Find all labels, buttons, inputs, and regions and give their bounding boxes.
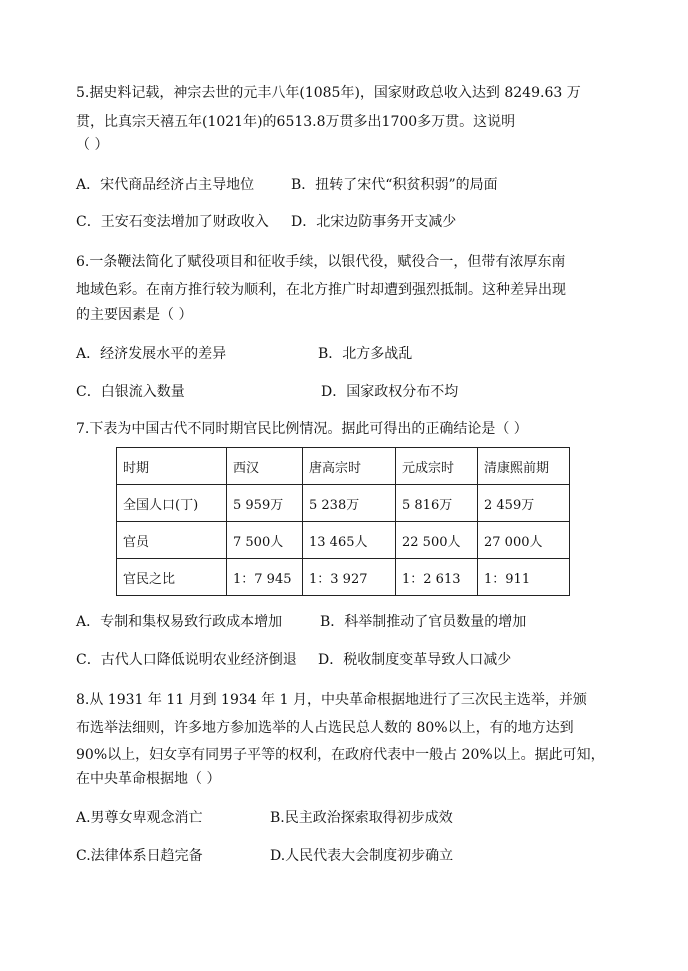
table-cell: 27 000人 xyxy=(478,522,570,559)
q5-option-b[interactable]: B．扭转了宋代“积贫积弱”的局面 xyxy=(291,177,498,193)
q7-option-b[interactable]: B．科举制推动了官员数量的增加 xyxy=(320,614,527,630)
table-cell: 1：3 927 xyxy=(303,559,396,596)
table-row xyxy=(117,485,570,522)
q7-stem-line-1: 7.下表为中国古代不同时期官民比例情况。据此可得出的正确结论是（ ） xyxy=(76,421,528,437)
q6-option-a[interactable]: A．经济发展水平的差异 xyxy=(76,346,227,362)
table-cell: 22 500人 xyxy=(396,522,478,559)
table-cell: 5 816万 xyxy=(396,485,478,522)
q7-option-d[interactable]: D．税收制度变革导致人口减少 xyxy=(318,652,512,668)
table-cell: 1：911 xyxy=(478,559,570,596)
table-cell: 2 459万 xyxy=(478,485,570,522)
q6-stem-line-1: 6.一条鞭法简化了赋役项目和征收手续，以银代役，赋役合一，但带有浓厚东南 xyxy=(76,254,566,270)
q5-stem-line-1: 5.据史料记载，神宗去世的元丰八年(1085年)，国家财政总收入达到 8249.63 万 xyxy=(76,85,581,101)
table-row xyxy=(117,448,570,485)
q5-option-c[interactable]: C．王安石变法增加了财政收入 xyxy=(76,214,269,230)
table-cell: 13 465人 xyxy=(303,522,396,559)
q5-stem-line-3: （ ） xyxy=(76,137,109,153)
table-cell: 7 500人 xyxy=(227,522,303,559)
q8-option-c[interactable]: C.法律体系日趋完备 xyxy=(76,848,203,864)
table-cell: 全国人口(丁) xyxy=(117,485,227,522)
table-cell: 5 959万 xyxy=(227,485,303,522)
table-row xyxy=(117,522,570,559)
q8-option-a[interactable]: A.男尊女卑观念消亡 xyxy=(76,810,203,826)
q8-stem-line-1: 8.从 1931 年 11 月到 1934 年 1 月，中央革命根据地进行了三次民主选举，并颁 xyxy=(76,692,587,708)
table-header-cell: 清康熙前期 xyxy=(478,448,570,485)
table-header-cell: 时期 xyxy=(117,448,227,485)
q8-stem-line-3: 90%以上，妇女享有同男子平等的权利，在政府代表中一般占 20%以上。据此可知， xyxy=(76,747,605,763)
q6-option-b[interactable]: B．北方多战乱 xyxy=(318,346,413,362)
q8-option-b[interactable]: B.民主政治探索取得初步成效 xyxy=(270,810,453,826)
table-cell: 官民之比 xyxy=(117,559,227,596)
q8-stem-line-2: 布选举法细则，许多地方参加选举的人占选民总人数的 80%以上，有的地方达到 xyxy=(76,720,574,736)
q6-stem-line-3: 的主要因素是（ ） xyxy=(76,307,193,323)
table-row xyxy=(117,559,570,596)
q6-option-c[interactable]: C．白银流入数量 xyxy=(76,384,185,400)
q7-option-a[interactable]: A．专制和集权易致行政成本增加 xyxy=(76,614,283,630)
q8-stem-line-4: 在中央革命根据地（ ） xyxy=(76,771,221,787)
q7-option-c[interactable]: C．古代人口降低说明农业经济倒退 xyxy=(76,652,297,668)
q8-option-d[interactable]: D.人民代表大会制度初步确立 xyxy=(270,848,454,864)
q6-stem-line-2: 地域色彩。在南方推行较为顺利，在北方推广时却遭到强烈抵制。这种差异出现 xyxy=(76,282,566,298)
official-ratio-table xyxy=(116,447,570,596)
q5-option-d[interactable]: D．北宋边防事务开支减少 xyxy=(291,214,457,230)
q5-option-a[interactable]: A．宋代商品经济占主导地位 xyxy=(76,177,255,193)
table-header-cell: 唐高宗时 xyxy=(303,448,396,485)
q6-option-d[interactable]: D．国家政权分布不均 xyxy=(321,384,459,400)
table-cell: 官员 xyxy=(117,522,227,559)
table-cell: 1：7 945 xyxy=(227,559,303,596)
table-header-cell: 元成宗时 xyxy=(396,448,478,485)
table-cell: 1：2 613 xyxy=(396,559,478,596)
table-cell: 5 238万 xyxy=(303,485,396,522)
q5-stem-line-2: 贯，比真宗天禧五年(1021年)的6513.8万贯多出1700多万贯。这说明 xyxy=(76,114,516,130)
table-header-cell: 西汉 xyxy=(227,448,303,485)
